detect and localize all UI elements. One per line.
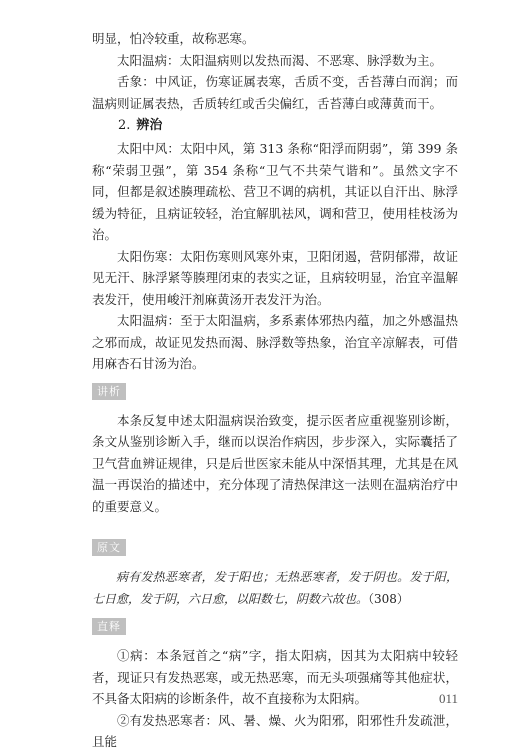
page-content xyxy=(92,28,458,753)
body-paragraph-6: 太阳温病：至于太阳温病，多系素体邪热内蕴，加之外感温热之邪而成，故证见发热而渴、脉浮数等热象，治宜辛凉解表，可借用麻杏石甘汤为治。 xyxy=(92,313,458,371)
page-number: 011 xyxy=(438,691,458,706)
analysis-paragraph: 本条反复申述太阳温病误治致变，提示医者应重视鉴别诊断，条文从鉴别诊断入手，继而以误治作病因，步步深入，实际囊括了卫气营血辨证规律，只是后世医家未能从中深悟其理，尤其是在风温一再误治的描述中，充分体现了清热保津这一法则在温病治疗中的重要意义。 xyxy=(92,412,458,514)
explanation-label: 直释 xyxy=(92,618,126,635)
explanation-note-2: ②有发热恶寒者：风、暑、燥、火为阳邪，阳邪性升发疏泄，且能 xyxy=(92,712,458,749)
original-text-label: 原文 xyxy=(92,539,126,556)
clause-number: （308） xyxy=(368,592,409,606)
body-paragraph-3: 舌象：中风证，伤寒证属表寒，舌质不变，舌苔薄白而润；而温病则证属表热，舌质转红或舌尖偏红，舌苔薄白或薄黄而干。 xyxy=(92,74,458,111)
original-text: 病有发热恶寒者，发于阳也；无热恶寒者，发于阴也。发于阳，七日愈，发于阴，六日愈，以阳数七，阴数六故也。 xyxy=(92,570,458,606)
section-heading xyxy=(92,115,458,137)
section-title: 辨治 xyxy=(136,118,163,133)
body-paragraph-1: 明显，怕冷较重，故称恶寒。 xyxy=(92,31,255,46)
explanation-note-1: ①病：本条冠首之“病”字，指太阳病，因其为太阳病中较轻者，现证只有发热恶寒，或无热恶寒，而无头项强痛等其他症状，不具备太阳病的诊断条件，故不直接称为太阳病。 xyxy=(92,648,458,706)
body-paragraph-5: 太阳伤寒：太阳伤寒则风寒外束，卫阳闭遏，营阴郁滞，故证见无汗、脉浮紧等腠理闭束的表实之证，且病较明显，治宜辛温解表发汗，使用峻汗剂麻黄汤开表发汗为治。 xyxy=(92,248,458,307)
body-paragraph-2: 太阳温病：太阳温病则以发热而渴、不恶寒、脉浮数为主。 xyxy=(117,52,443,68)
section-number: 2. xyxy=(118,118,131,133)
original-text-paragraph xyxy=(92,566,458,610)
body-paragraph-4: 太阳中风：太阳中风，第 313 条称“阳浮而阴弱”，第 399 条称“荣弱卫强”，第 354 条称“卫气不共荣气谐和”。虽然文字不同，但都是叙述腠理疏松、营卫不调的病机，其证以自汗出、脉浮缓为特征，且病证较轻，治宜解肌祛风，调和营卫，使用桂枝汤为治。 xyxy=(92,141,458,242)
analysis-label: 讲析 xyxy=(92,383,126,400)
